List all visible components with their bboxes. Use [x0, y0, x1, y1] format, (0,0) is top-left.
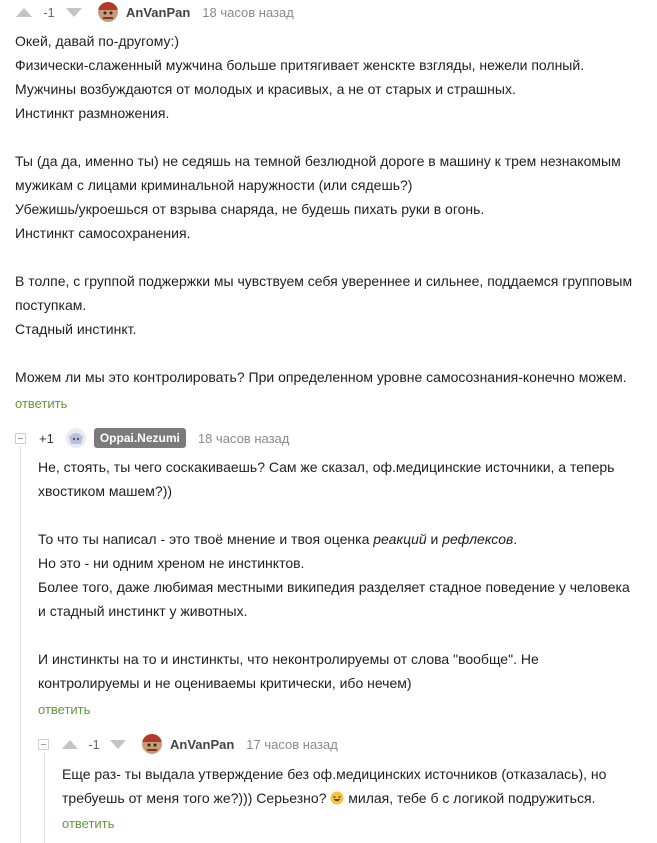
line-text: требуешь от меня того же?))) Серьезно?	[62, 790, 331, 806]
line-text: и	[426, 531, 443, 547]
paragraph-gap	[15, 245, 655, 269]
comment-line: Инстинкт размножения.	[15, 105, 170, 121]
comment-line: И инстинкты на то и инстинкты, что неконтролируемы от слова "вообще". Не	[38, 651, 539, 667]
paragraph-gap	[38, 503, 655, 527]
laughing-emoji-icon	[330, 791, 344, 805]
avatar[interactable]	[66, 428, 86, 448]
comment-line: Но это - ни одним хреном не инстинктов.	[38, 555, 305, 571]
comment-header	[38, 733, 338, 755]
comment-time: 18 часов назад	[197, 430, 290, 446]
collapse-thread-icon[interactable]	[15, 433, 26, 444]
comment-line: Инстинкт самосохранения.	[15, 225, 191, 241]
comment-line: Еще раз- ты выдала утверждение без оф.медицинских источников (отказалась), но	[62, 766, 607, 782]
thread-line[interactable]	[44, 752, 45, 843]
upvote-arrow-icon[interactable]	[16, 8, 32, 17]
comment-line	[38, 527, 655, 551]
comment-text	[15, 29, 655, 389]
comment-time: 18 часов назад	[202, 4, 294, 20]
avatar[interactable]	[142, 734, 162, 754]
comment-line: поступкам.	[15, 297, 87, 313]
downvote-arrow-icon[interactable]	[66, 8, 82, 17]
comment-line: Мужчины возбуждаются от молодых и красивых, а не от старых и страшных.	[15, 81, 516, 97]
comment-line: Более того, даже любимая местными википедия разделяет стадное поведение у человека	[38, 579, 630, 595]
reply-link[interactable]: ответить	[38, 702, 91, 717]
comment-line: Ты (да да, именно ты) не седяшь на темной безлюдной дороге в машину к трем незнакомым	[15, 153, 621, 169]
italic-text: рефлексов	[442, 531, 514, 547]
downvote-arrow-icon[interactable]	[110, 740, 126, 749]
avatar-anvanpan-icon	[98, 2, 118, 22]
comment-line: В толпе, с группой поджержки мы чувствуем себя увереннее и сильнее, поддаемся групповым	[15, 273, 633, 289]
avatar-anvanpan-icon	[142, 734, 162, 754]
comment-rating: -1	[43, 4, 55, 20]
comment-rating: -1	[88, 736, 100, 752]
comment-line: Убежишь/укроешься от взрыва снаряда, не будешь пихать руки в огонь.	[15, 201, 485, 217]
reply-link[interactable]: ответить	[15, 396, 68, 411]
avatar-oppai-icon	[66, 428, 86, 448]
comment-text	[38, 455, 655, 695]
italic-text: реакций	[373, 531, 427, 547]
avatar[interactable]	[98, 2, 118, 22]
comment-line: Стадный инстинкт.	[15, 321, 137, 337]
comment-line: Окей, давай по-другому:)	[15, 33, 180, 49]
line-text: .	[513, 531, 518, 547]
author-name[interactable]: AnVanPan	[126, 4, 191, 20]
comment-line: Можем ли мы это контролировать? При определенном уровне самосознания-конечно можем.	[15, 369, 627, 385]
collapse-thread-icon[interactable]	[38, 739, 49, 750]
comment-header	[15, 427, 289, 449]
author-name[interactable]: AnVanPan	[170, 736, 235, 752]
comment-time: 17 часов назад	[246, 736, 338, 752]
paragraph-gap	[15, 125, 655, 149]
comment-line: контролируемы и не оцениваемы критически, ибо нечем)	[38, 675, 412, 691]
comment-line: хвостиком машем?))	[38, 483, 173, 499]
reply-link[interactable]: ответить	[62, 816, 115, 831]
comment-line: Не, стоять, ты чего соскакиваешь? Сам же сказал, оф.медицинские источники, а теперь	[38, 459, 615, 475]
comment-rating: +1	[39, 430, 54, 446]
comment-line: мужикам с лицами криминальной наружности (или сядешь?)	[15, 177, 413, 193]
paragraph-gap	[15, 341, 655, 365]
line-text: То что ты написал - это твоё мнение и твоя оценка	[38, 531, 374, 547]
paragraph-gap	[38, 623, 655, 647]
comment-text	[62, 762, 655, 810]
comment-line	[62, 786, 655, 810]
thread-line[interactable]	[20, 446, 21, 843]
upvote-arrow-icon[interactable]	[62, 740, 78, 749]
comment-header	[16, 1, 294, 23]
comment-line: Физически-слаженный мужчина больше притягивает женскте взгляды, нежели полный.	[15, 57, 585, 73]
comment-line: и стадный инстинкт у животных.	[38, 603, 248, 619]
line-text: милая, тебе б с логикой подружиться.	[344, 790, 596, 806]
author-name[interactable]: Oppai.Nezumi	[94, 428, 186, 448]
